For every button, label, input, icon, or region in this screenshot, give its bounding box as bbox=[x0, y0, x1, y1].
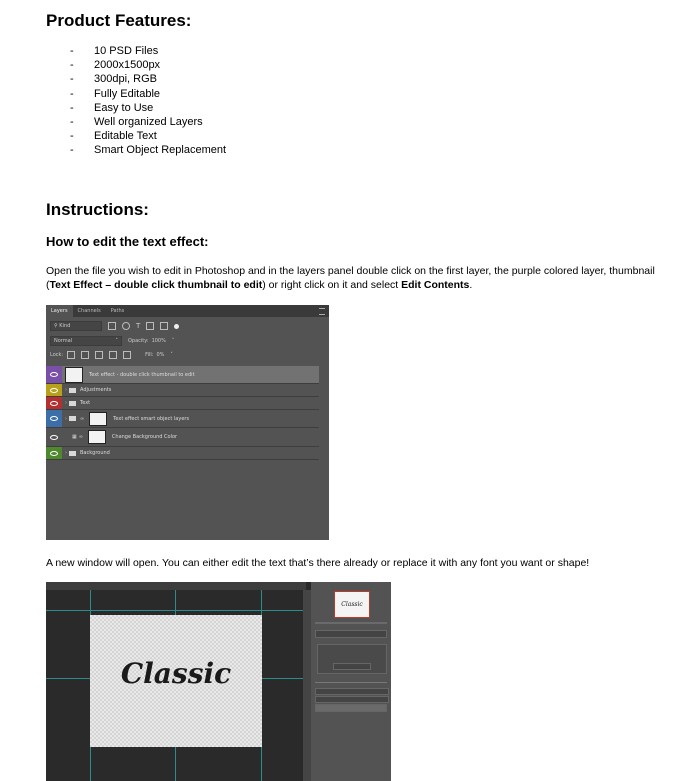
instructions-paragraph-2: A new window will open. You can either edit the text that’s there already or replace it with any font you want or shape! bbox=[46, 557, 590, 569]
tool-options-strip[interactable] bbox=[303, 590, 311, 781]
blend-mode-select[interactable] bbox=[50, 336, 122, 346]
folder-icon bbox=[69, 388, 76, 393]
lock-pixels-icon[interactable] bbox=[81, 351, 89, 359]
bullet-dash: - bbox=[70, 73, 74, 86]
bullet-dash: - bbox=[70, 45, 74, 57]
zoom-slider[interactable] bbox=[315, 622, 387, 624]
filter-toggle-icon[interactable] bbox=[174, 324, 179, 329]
kind-filter-select[interactable] bbox=[50, 321, 102, 331]
document-tabs[interactable] bbox=[46, 582, 306, 590]
features-heading: Product Features: bbox=[46, 11, 192, 30]
adjustment-layer-icon: ▦ bbox=[72, 434, 77, 440]
visibility-eye-icon[interactable] bbox=[46, 366, 62, 383]
feature-text: Well organized Layers bbox=[94, 115, 203, 128]
feature-text: 300dpi, RGB bbox=[94, 73, 157, 86]
blend-row[interactable] bbox=[315, 696, 389, 703]
folder-icon bbox=[69, 401, 76, 406]
filter-row bbox=[50, 321, 179, 331]
feature-text: Smart Object Replacement bbox=[94, 144, 227, 157]
feature-text: Easy to Use bbox=[94, 101, 154, 114]
divider bbox=[315, 682, 387, 683]
bullet-dash: - bbox=[70, 144, 74, 157]
kind-label: Kind bbox=[59, 323, 71, 329]
photoshop-window-screenshot bbox=[46, 582, 391, 781]
tab-paths[interactable]: Paths bbox=[110, 308, 125, 314]
folder-icon bbox=[69, 416, 76, 421]
feature-text: Editable Text bbox=[94, 130, 157, 143]
feature-text: 10 PSD Files bbox=[94, 45, 159, 57]
chevron-right-icon[interactable]: › bbox=[65, 387, 67, 393]
instructions-heading: Instructions: bbox=[46, 200, 149, 219]
panel-button[interactable] bbox=[333, 663, 371, 670]
lock-row bbox=[50, 351, 173, 359]
right-panels bbox=[311, 582, 391, 781]
type-filter-icon[interactable]: T bbox=[136, 322, 141, 330]
visibility-eye-icon[interactable] bbox=[46, 384, 62, 396]
visibility-eye-icon[interactable] bbox=[46, 428, 62, 446]
chevron-right-icon[interactable]: › bbox=[65, 400, 67, 406]
layer-name: Text effect - double click thumbnail to edit bbox=[89, 371, 195, 378]
lock-position-icon[interactable] bbox=[95, 351, 103, 359]
bullet-dash: - bbox=[70, 101, 74, 114]
panel-field[interactable] bbox=[315, 630, 387, 638]
feature-text: Fully Editable bbox=[94, 87, 161, 100]
bullet-dash: - bbox=[70, 115, 74, 128]
layer-name: Change Background Color bbox=[111, 434, 178, 440]
document-canvas[interactable] bbox=[90, 615, 262, 747]
chevron-down-icon: ˅ bbox=[115, 338, 118, 344]
navigator-thumbnail[interactable]: Classic bbox=[334, 591, 370, 618]
visibility-eye-icon[interactable] bbox=[46, 447, 62, 459]
instructions-paragraph-1: Open the file you wish to edit in Photoshop and in the layers panel double click on the first layer, the purple colored layer, thumbnail (Text Effect – double click thumbnail to edit) or right click on it and select Edit Contents. bbox=[46, 265, 655, 291]
blend-mode-value: Normal bbox=[54, 338, 73, 344]
lock-label: Lock: bbox=[50, 352, 64, 358]
visibility-eye-icon[interactable] bbox=[46, 397, 62, 409]
folder-icon bbox=[69, 451, 76, 456]
chevron-down-icon[interactable]: ˅ bbox=[170, 352, 173, 358]
smart-object-thumbnail[interactable] bbox=[65, 367, 83, 383]
layer-text[interactable] bbox=[46, 397, 319, 410]
fill-label: Fill: bbox=[145, 352, 154, 358]
layer-adjustments[interactable] bbox=[46, 384, 319, 397]
shape-filter-icon[interactable] bbox=[146, 322, 154, 330]
link-icon: ∞ bbox=[80, 415, 85, 422]
chevron-right-icon[interactable]: › bbox=[65, 450, 67, 456]
layer-name: Text effect smart object layers bbox=[113, 415, 190, 422]
chevron-down-icon[interactable]: ˅ bbox=[171, 338, 175, 344]
search-icon: ⚲ bbox=[54, 323, 60, 329]
fill-value[interactable]: 0% bbox=[156, 352, 165, 358]
layer-mask-thumbnail[interactable] bbox=[89, 412, 107, 426]
layers-panel-header[interactable] bbox=[315, 688, 389, 695]
lock-artboard-icon[interactable] bbox=[109, 351, 117, 359]
panel-menu-icon[interactable] bbox=[319, 308, 325, 315]
layers-panel-screenshot bbox=[46, 305, 329, 540]
layer-name: Adjustments bbox=[80, 387, 112, 393]
layer-name: Text bbox=[80, 400, 91, 406]
bullet-dash: - bbox=[70, 130, 74, 143]
pixel-filter-icon[interactable] bbox=[108, 322, 116, 330]
lock-all-icon[interactable] bbox=[123, 351, 131, 359]
smart-object-filter-icon[interactable] bbox=[160, 322, 168, 330]
opacity-value[interactable]: 100% bbox=[151, 338, 166, 344]
adjustment-filter-icon[interactable] bbox=[122, 322, 130, 330]
blend-row bbox=[50, 336, 174, 346]
layer-background[interactable] bbox=[46, 447, 319, 460]
layer-mask-thumbnail[interactable] bbox=[88, 430, 106, 444]
feature-text: 2000x1500px bbox=[94, 59, 161, 72]
lock-transparent-icon[interactable] bbox=[67, 351, 75, 359]
tab-channels[interactable]: Channels bbox=[77, 308, 101, 314]
layer-name: Background bbox=[80, 450, 110, 456]
bullet-dash: - bbox=[70, 87, 74, 100]
link-icon: ∞ bbox=[78, 434, 83, 440]
bullet-dash: - bbox=[70, 59, 74, 72]
subheading: How to edit the text effect: bbox=[46, 234, 209, 249]
selected-layer-row[interactable] bbox=[315, 704, 387, 712]
layer-smart-object-layers[interactable] bbox=[46, 410, 319, 428]
canvas-text[interactable]: Classic bbox=[120, 657, 232, 690]
visibility-eye-icon[interactable] bbox=[46, 410, 62, 427]
layer-text-effect[interactable] bbox=[46, 366, 319, 384]
layer-background-color[interactable] bbox=[46, 428, 319, 447]
opacity-label: Opacity: bbox=[128, 338, 149, 344]
tab-layers[interactable]: Layers bbox=[46, 305, 73, 317]
chevron-right-icon[interactable]: › bbox=[65, 415, 67, 422]
layers-panel-tabs bbox=[46, 305, 329, 317]
